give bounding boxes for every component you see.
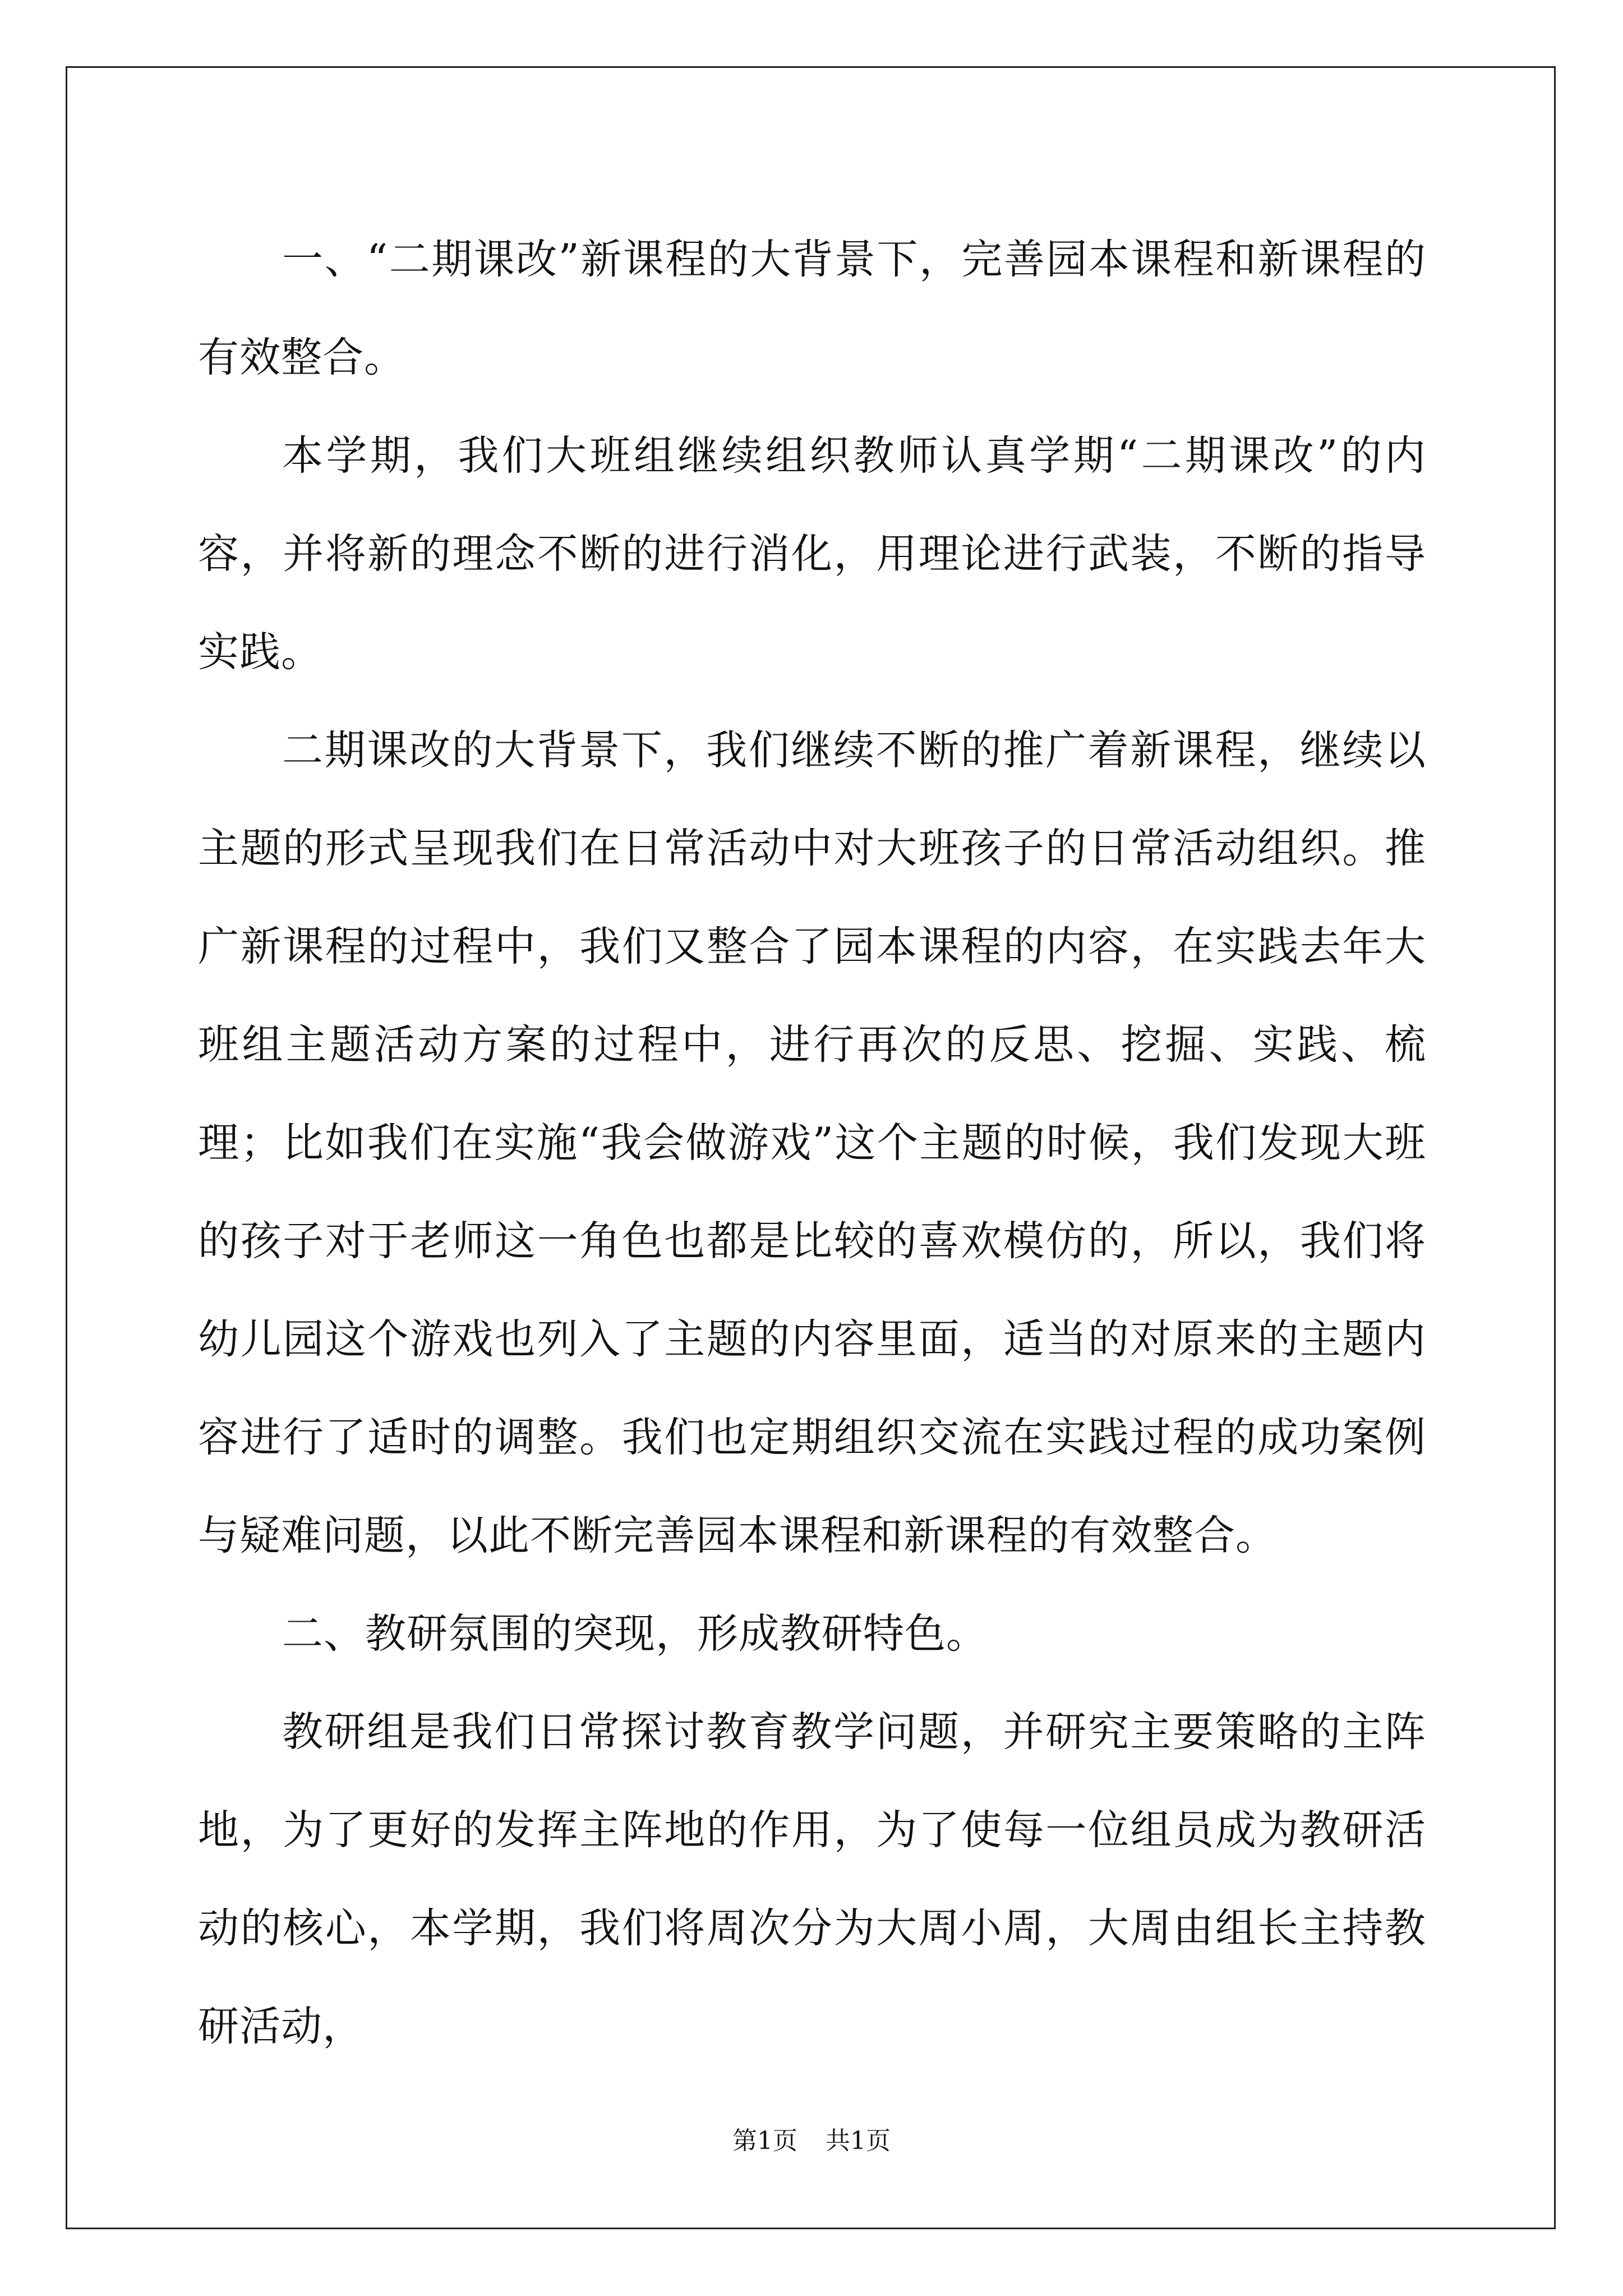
paragraph: 本学期，我们大班组继续组织教师认真学期“二期课改”的内容，并将新的理念不断的进行消化，用理论进行武装，不断的指导实践。 <box>198 432 1426 676</box>
paragraph: 教研组是我们日常探讨教育教学问题，并研究主要策略的主阵地，为了更好的发挥主阵地的作用，为了使每一位组员成为教研活动的核心，本学期，我们将周次分为大周小周，大周由组长主持教研活动， <box>198 1708 1426 2050</box>
section-heading-2: 二、教研氛围的突现，形成教研特色。 <box>282 1610 988 1658</box>
page-number: 第1页 <box>732 2127 797 2155</box>
page-footer <box>0 2120 1623 2156</box>
page-total: 共1页 <box>826 2127 891 2155</box>
section-heading-1: 一、“二期课改”新课程的大背景下，完善园本课程和新课程的有效整合。 <box>198 236 1426 381</box>
paragraph: 二期课改的大背景下，我们继续不断的推广着新课程，继续以主题的形式呈现我们在日常活动中对大班孩子的日常活动组织。推广新课程的过程中，我们又整合了园本课程的内容，在实践去年大班组主题活动方案的过程中，进行再次的反思、挖掘、实践、梳理；比如我们在实施“我会做游戏”这个主题的时候，我们发现大班的孩子对于老师这一角色也都是比较的喜欢模仿的，所以，我们将幼儿园这个游戏也列入了主题的内容里面，适当的对原来的主题内容进行了适时的调整。我们也定期组织交流在实践过程的成功案例与疑难问题，以此不断完善园本课程和新课程的有效整合。 <box>198 726 1426 1559</box>
document-body <box>198 210 1426 2076</box>
